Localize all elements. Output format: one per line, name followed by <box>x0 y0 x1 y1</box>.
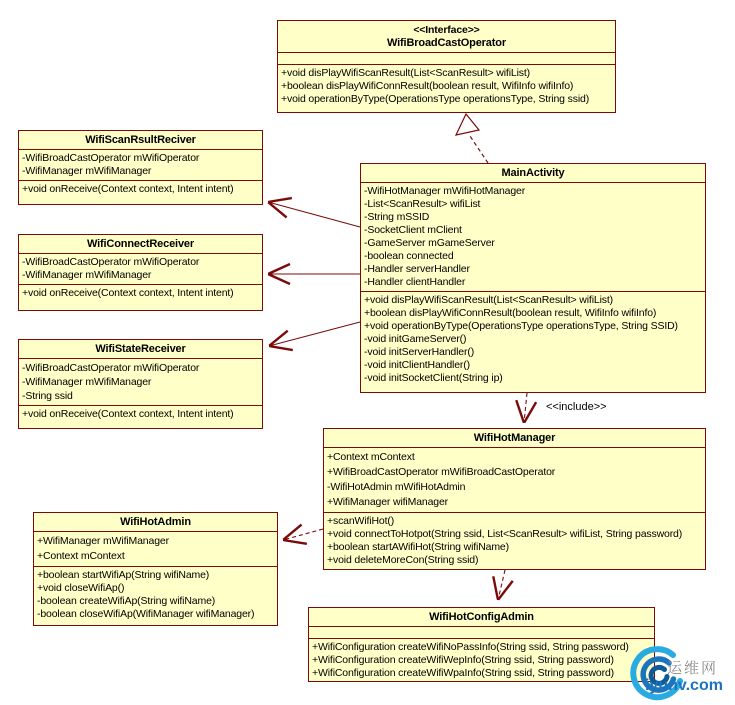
class-title <box>361 164 705 183</box>
class-mainactivity <box>360 163 706 393</box>
methods-compartment <box>324 513 705 569</box>
member-line: +Context mContext <box>327 451 415 463</box>
class-wifihotconfigadmin <box>308 607 655 682</box>
member-line: +WifiConfiguration createWifiWepInfo(String ssid, String password) <box>312 654 614 666</box>
member-line: +void onReceive(Context context, Intent intent) <box>22 183 234 195</box>
member-line: +void operationByType(OperationsType operationsType, String SSID) <box>364 320 678 332</box>
member-line: +void disPlayWifiScanResult(List<ScanResult> wifiList) <box>364 294 613 306</box>
class-wifistatereceiver <box>18 339 263 429</box>
member-line: +boolean startWifiAp(String wifiName) <box>37 569 210 581</box>
member-line: +boolean startAWifiHot(String wifiName) <box>327 541 509 553</box>
watermark <box>628 644 735 704</box>
class-wifibroadcastoperator <box>277 20 616 113</box>
member-line: -List<ScanResult> wifiList <box>364 198 481 210</box>
member-line: -Handler serverHandler <box>364 263 470 275</box>
methods-compartment <box>361 292 705 392</box>
member-line: -void initClientHandler() <box>364 359 470 371</box>
watermark-site-url: iyunv.com <box>645 677 723 694</box>
member-line: +void onReceive(Context context, Intent intent) <box>22 287 234 299</box>
member-line: +boolean disPlayWifiConnResult(boolean result, WifiInfo wifiInfo) <box>364 307 657 319</box>
member-line: -WifiManager mWifiManager <box>22 376 152 388</box>
class-name: WifiScanRsultReciver <box>85 134 196 146</box>
member-line: +WifiManager mWifiManager <box>37 535 169 547</box>
member-line: -SocketClient mClient <box>364 224 462 236</box>
member-line: -void initServerHandler() <box>364 346 475 358</box>
member-line: -String mSSID <box>364 211 430 223</box>
member-line: +WifiManager wifiManager <box>327 496 448 508</box>
member-line: -WifiHotManager mWifiHotManager <box>364 185 526 197</box>
member-line: -WifiBroadCastOperator mWifiOperator <box>22 256 200 268</box>
member-line: -void initSocketClient(String ip) <box>364 372 503 384</box>
class-name: MainActivity <box>501 167 565 179</box>
member-line: +void disPlayWifiScanResult(List<ScanResult> wifiList) <box>281 67 530 79</box>
attributes-compartment <box>19 254 262 285</box>
member-line: +scanWifiHot() <box>327 515 395 527</box>
attributes-compartment <box>34 532 277 567</box>
member-line: +WifiConfiguration createWifiNoPassInfo(String ssid, String password) <box>312 641 629 653</box>
class-title <box>19 340 262 359</box>
watermark-site-name: 运维网 <box>667 660 719 677</box>
methods-compartment <box>34 567 277 625</box>
member-line: -WifiBroadCastOperator mWifiOperator <box>22 362 200 374</box>
member-line: +void onReceive(Context context, Intent intent) <box>22 408 234 420</box>
member-line: -WifiManager mWifiManager <box>22 269 152 281</box>
methods-compartment <box>19 181 262 204</box>
class-name: WifiBroadCastOperator <box>387 37 506 49</box>
member-line: +void operationByType(OperationsType operationsType, String ssid) <box>281 93 590 105</box>
member-line: +Context mContext <box>37 550 125 562</box>
class-name: WifiStateReceiver <box>95 343 186 355</box>
attributes-compartment <box>361 183 705 292</box>
class-title <box>19 235 262 254</box>
methods-compartment <box>278 65 615 112</box>
class-title <box>309 608 654 627</box>
class-name: WifiHotConfigAdmin <box>429 611 534 623</box>
methods-compartment <box>19 406 262 428</box>
methods-compartment <box>309 639 654 682</box>
member-line: -String ssid <box>22 390 73 402</box>
attributes-compartment <box>19 359 262 406</box>
class-wifihotadmin <box>33 512 278 626</box>
member-line: -WifiBroadCastOperator mWifiOperator <box>22 152 200 164</box>
class-wificonnectreceiver <box>18 234 263 311</box>
class-wifiscanrsultreciver <box>18 130 263 205</box>
class-title <box>278 21 615 53</box>
include-label: <<include>> <box>546 401 607 413</box>
attributes-compartment <box>19 150 262 181</box>
class-name: WifiHotAdmin <box>120 516 191 528</box>
member-line: -boolean createWifiAp(String wifiName) <box>37 595 216 607</box>
member-line: -GameServer mGameServer <box>364 237 495 249</box>
class-title <box>19 131 262 150</box>
dependency-mainactivity-wifihotmanager <box>524 393 527 423</box>
member-line: +boolean disPlayWifiConnResult(boolean result, WifiInfo wifiInfo) <box>281 80 574 92</box>
member-line: -WifiHotAdmin mWifiHotAdmin <box>327 481 466 493</box>
class-title <box>324 429 705 448</box>
member-line: -void initGameServer() <box>364 333 467 345</box>
dependency-wifihotmanager-wifihotconfigadmin <box>498 570 505 600</box>
class-name: WifiConnectReceiver <box>86 238 195 250</box>
methods-compartment <box>19 285 262 310</box>
realization-mainactivity-wifibroadcastoperator <box>456 114 488 163</box>
member-line: -Handler clientHandler <box>364 276 466 288</box>
attributes-compartment <box>278 53 615 65</box>
member-line: +WifiBroadCastOperator mWifiBroadCastOperator <box>327 466 556 478</box>
member-line: -WifiManager mWifiManager <box>22 165 152 177</box>
association-mainactivity-wifistatereceiver <box>269 322 360 346</box>
member-line: -boolean closeWifiAp(WifiManager wifiManager) <box>37 608 255 620</box>
class-wifihotmanager <box>323 428 706 570</box>
association-mainactivity-wifiscanrsultreciver <box>268 202 360 227</box>
member-line: -boolean connected <box>364 250 454 262</box>
attributes-compartment <box>324 448 705 513</box>
class-name: WifiHotManager <box>473 432 556 444</box>
member-line: +void deleteMoreCon(String ssid) <box>327 554 479 566</box>
dependency-wifihotmanager-wifihotadmin <box>283 529 323 540</box>
member-line: +WifiConfiguration createWifiWpaInfo(String ssid, String password) <box>312 667 615 679</box>
member-line: +void closeWifiAp() <box>37 582 125 594</box>
attributes-compartment <box>309 627 654 639</box>
class-stereotype: <<Interface>> <box>413 24 480 36</box>
class-title <box>34 513 277 532</box>
member-line: +void connectToHotpot(String ssid, List<ScanResult> wifiList, String password) <box>327 528 683 540</box>
